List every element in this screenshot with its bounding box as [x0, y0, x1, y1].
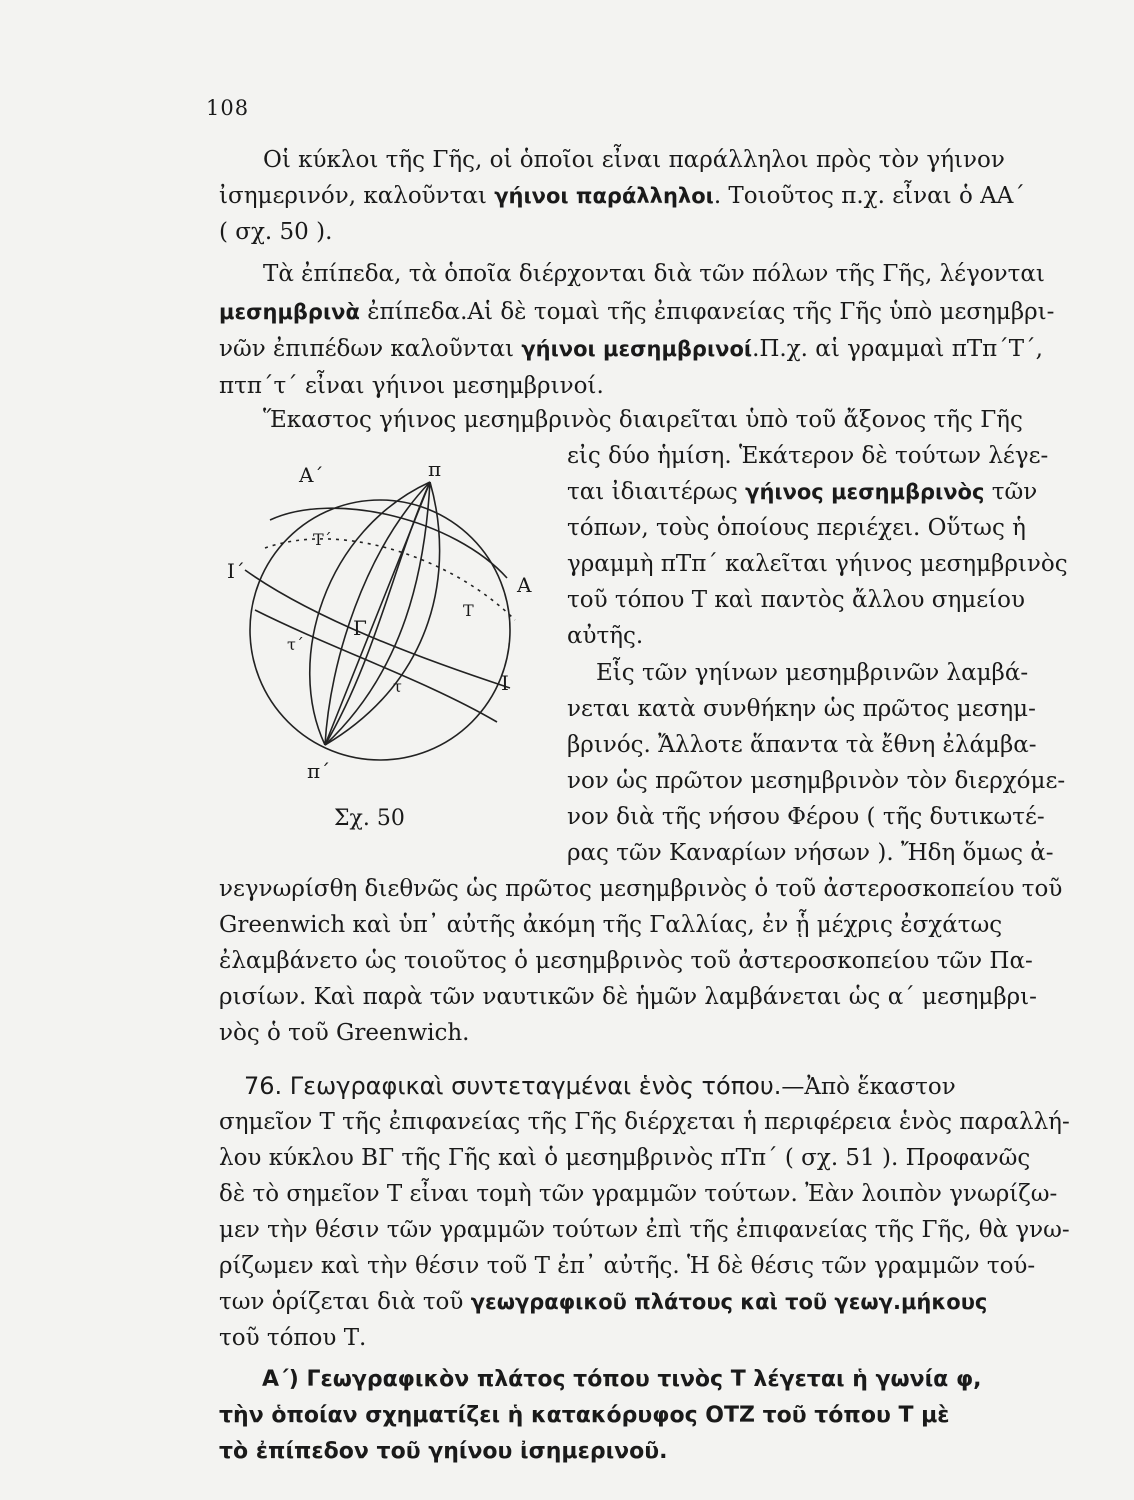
- text: τὴν ὁποίαν σχηματίζει ἡ κατακόρυφος ΟΤΖ τοῦ τόπου Τ μὲ: [219, 1403, 950, 1428]
- p2-line-4: [219, 368, 604, 404]
- text: τόπων, τοὺς ὁποίους περιέχει. Οὕτως ἡ: [567, 515, 1026, 541]
- text: λου κύκλου ΒΓ τῆς Γῆς καὶ ὁ μεσημβρινὸς πΤπ΄ ( σχ. 51 ). Προφανῶς: [219, 1145, 1031, 1171]
- p3-line-3: [567, 474, 1037, 510]
- p3-line-1: [263, 402, 1023, 438]
- p3-line-5: [567, 546, 1068, 582]
- label-pi: π: [428, 460, 442, 481]
- text: των ὁρίζεται διὰ τοῦ: [219, 1289, 471, 1315]
- p2-line-2: [219, 294, 1054, 330]
- text: ἐπίπεδα.Αἱ δὲ τομαὶ τῆς ἐπιφανείας τῆς Γῆς ὑπὸ μεσημβρι-: [359, 299, 1055, 325]
- term-geinoi-mesimvrinoi: γήινοι μεσημβρινοί: [521, 337, 753, 361]
- s76-line-6: [219, 1248, 1035, 1284]
- label-t: τ: [393, 677, 402, 696]
- text: νεγνωρίσθη διεθνῶς ὡς πρῶτος μεσημβρινὸς ὁ τοῦ ἀστεροσκοπείου τοῦ: [219, 876, 1063, 902]
- term-geinos-mesimvrinos: γήινος μεσημβρινὸς: [745, 480, 985, 504]
- sA-line-1: [262, 1362, 982, 1398]
- p2-line-1: [263, 256, 1045, 292]
- term-geinoi-paralliloi: γήινοι παράλληλοι: [494, 184, 714, 208]
- p4-line-10: [219, 979, 1037, 1015]
- text: νον διὰ τῆς νήσου Φέρου ( τῆς δυτικωτέ-: [567, 804, 1045, 830]
- s76-line-3: [219, 1140, 1030, 1176]
- label-T: Τ: [463, 601, 474, 620]
- text: τοῦ τόπου Τ καὶ παντὸς ἄλλου σημείου: [567, 587, 1025, 613]
- s76-line-4: [219, 1176, 1057, 1212]
- p4-line-5: [567, 799, 1045, 835]
- text: ρίζωμεν καὶ τὴν θέσιν τοῦ Τ ἐπ᾿ αὐτῆς. Ἡ δὲ θέσις τῶν γραμμῶν τού-: [219, 1253, 1036, 1279]
- s76-line-7: [219, 1284, 987, 1320]
- text: . Τοιοῦτος π.χ. εἶναι ὁ ΑΑ΄: [713, 183, 1025, 209]
- text: νον ὡς πρῶτον μεσημβρινὸν τὸν διερχόμε-: [567, 768, 1066, 794]
- text: ἐλαμβάνετο ὡς τοιοῦτος ὁ μεσημβρινὸς τοῦ ἀστεροσκοπείου τῶν Πα-: [219, 948, 1033, 974]
- p3-line-7: [567, 618, 643, 654]
- p1-line-1: [263, 142, 1005, 178]
- sA-line-3: [219, 1434, 668, 1470]
- label-T-prime: Τ΄: [313, 530, 332, 549]
- s76-line-1: [244, 1068, 956, 1105]
- text: ρας τῶν Καναρίων νήσων ). Ἤδη ὅμως ἀ-: [567, 840, 1054, 866]
- text: .Π.χ. αἱ γραμμαὶ πΤπ΄Τ΄,: [752, 336, 1043, 362]
- label-I-prime: Ι΄: [227, 559, 245, 583]
- p3-line-4: [567, 510, 1026, 546]
- text: νεται κατὰ συνθήκην ὡς πρῶτος μεσημ-: [567, 696, 1036, 722]
- text: αὐτῆς.: [567, 623, 644, 649]
- section-heading: 76. Γεωγραφικαὶ συντεταγμέναι ἑνὸς τόπου.: [244, 1072, 782, 1100]
- text: Α΄) Γεωγραφικὸν πλάτος τόπου τινὸς Τ λέγεται ἡ γωνία φ,: [262, 1367, 982, 1392]
- p4-line-9: [219, 943, 1033, 979]
- globe-outline: [250, 500, 510, 760]
- p1-line-2: [219, 178, 1025, 214]
- text: τοῦ τόπου Τ.: [219, 1325, 367, 1351]
- p4-line-7: [219, 871, 1062, 907]
- label-t-prime: τ΄: [287, 635, 304, 654]
- text: Οἱ κύκλοι τῆς Γῆς, οἱ ὁποῖοι εἶναι παράλληλοι πρὸς τὸν γήινον: [263, 147, 1005, 173]
- label-A: Α: [517, 573, 532, 597]
- label-Gamma: Γ: [353, 616, 367, 640]
- term-geografiko-platos-mikos: γεωγραφικοῦ πλάτους καὶ τοῦ γεωγ.μήκους: [470, 1290, 988, 1314]
- text: εἰς δύο ἡμίση. Ἑκάτερον δὲ τούτων λέγε-: [567, 443, 1049, 469]
- text: νῶν ἐπιπέδων καλοῦνται: [219, 336, 522, 362]
- figure-caption: Σχ. 50: [334, 806, 405, 831]
- sA-line-2: [219, 1398, 950, 1434]
- page-number: 108: [206, 96, 250, 120]
- text: τῶν: [984, 479, 1038, 505]
- parallel-line: [265, 539, 515, 620]
- text: Εἷς τῶν γηίνων μεσημβρινῶν λαμβά-: [596, 660, 1029, 686]
- label-I: Ι: [501, 671, 509, 695]
- text: νὸς ὁ τοῦ Greenwich.: [219, 1020, 470, 1046]
- text: ρισίων. Καὶ παρὰ τῶν ναυτικῶν δὲ ἡμῶν λαμβάνεται ὡς α΄ μεσημβρι-: [219, 984, 1037, 1010]
- p1-line-3: [219, 214, 332, 250]
- text: βρινός. Ἄλλοτε ἅπαντα τὰ ἔθνη ἐλάμβα-: [567, 732, 1037, 758]
- text: Ἕκαστος γήινος μεσημβρινὸς διαιρεῖται ὑπὸ τοῦ ἄξονος τῆς Γῆς: [263, 407, 1023, 433]
- text: δὲ τὸ σημεῖον Τ εἶναι τομὴ τῶν γραμμῶν τούτων. Ἐὰν λοιπὸν γνωρίζω-: [219, 1181, 1058, 1207]
- text: μεν τὴν θέσιν τῶν γραμμῶν τούτων ἐπὶ τῆς ἐπιφανείας τῆς Γῆς, θὰ γνω-: [219, 1217, 1070, 1243]
- s76-line-8: [219, 1320, 366, 1356]
- p2-line-3: [219, 331, 1043, 367]
- label-A-prime: Α΄: [299, 463, 324, 487]
- text: Greenwich καὶ ὑπ᾿ αὐτῆς ἀκόμη τῆς Γαλλίας, ἐν ᾗ μέχρις ἐσχάτως: [219, 912, 1003, 938]
- p4-line-1: [596, 655, 1028, 691]
- p4-line-3: [567, 727, 1037, 763]
- p3-line-6: [567, 582, 1025, 618]
- p3-line-2: [567, 438, 1048, 474]
- text: σημεῖον Τ τῆς ἐπιφανείας τῆς Γῆς διέρχεται ἡ περιφέρεια ἑνὸς παραλλή-: [219, 1109, 1070, 1135]
- text: ( σχ. 50 ).: [219, 219, 333, 245]
- text: πτπ΄τ΄ εἶναι γήινοι μεσημβρινοί.: [219, 373, 604, 399]
- text: τὸ ἐπίπεδον τοῦ γηίνου ἰσημερινοῦ.: [219, 1439, 668, 1464]
- label-pi-prime: π΄: [307, 759, 331, 783]
- text: ἰσημερινόν, καλοῦνται: [219, 183, 495, 209]
- term-mesimvrina: μεσημβρινὰ: [219, 300, 360, 324]
- p4-line-2: [567, 691, 1036, 727]
- text: γραμμὴ πΤπ΄ καλεῖται γήινος μεσημβρινὸς: [567, 551, 1068, 577]
- s76-line-2: [219, 1104, 1070, 1140]
- text: ται ἰδιαιτέρως: [567, 479, 746, 505]
- s76-line-5: [219, 1212, 1070, 1248]
- globe-figure: [225, 460, 555, 800]
- p4-line-8: [219, 907, 1002, 943]
- p4-line-4: [567, 763, 1065, 799]
- text: Τὰ ἐπίπεδα, τὰ ὁποῖα διέρχονται διὰ τῶν πόλων τῆς Γῆς, λέγονται: [263, 261, 1045, 287]
- p4-line-11: [219, 1015, 470, 1051]
- parallel-line: [270, 508, 507, 578]
- p4-line-6: [567, 835, 1054, 871]
- text: —Ἀπὸ ἕκαστον: [781, 1074, 956, 1100]
